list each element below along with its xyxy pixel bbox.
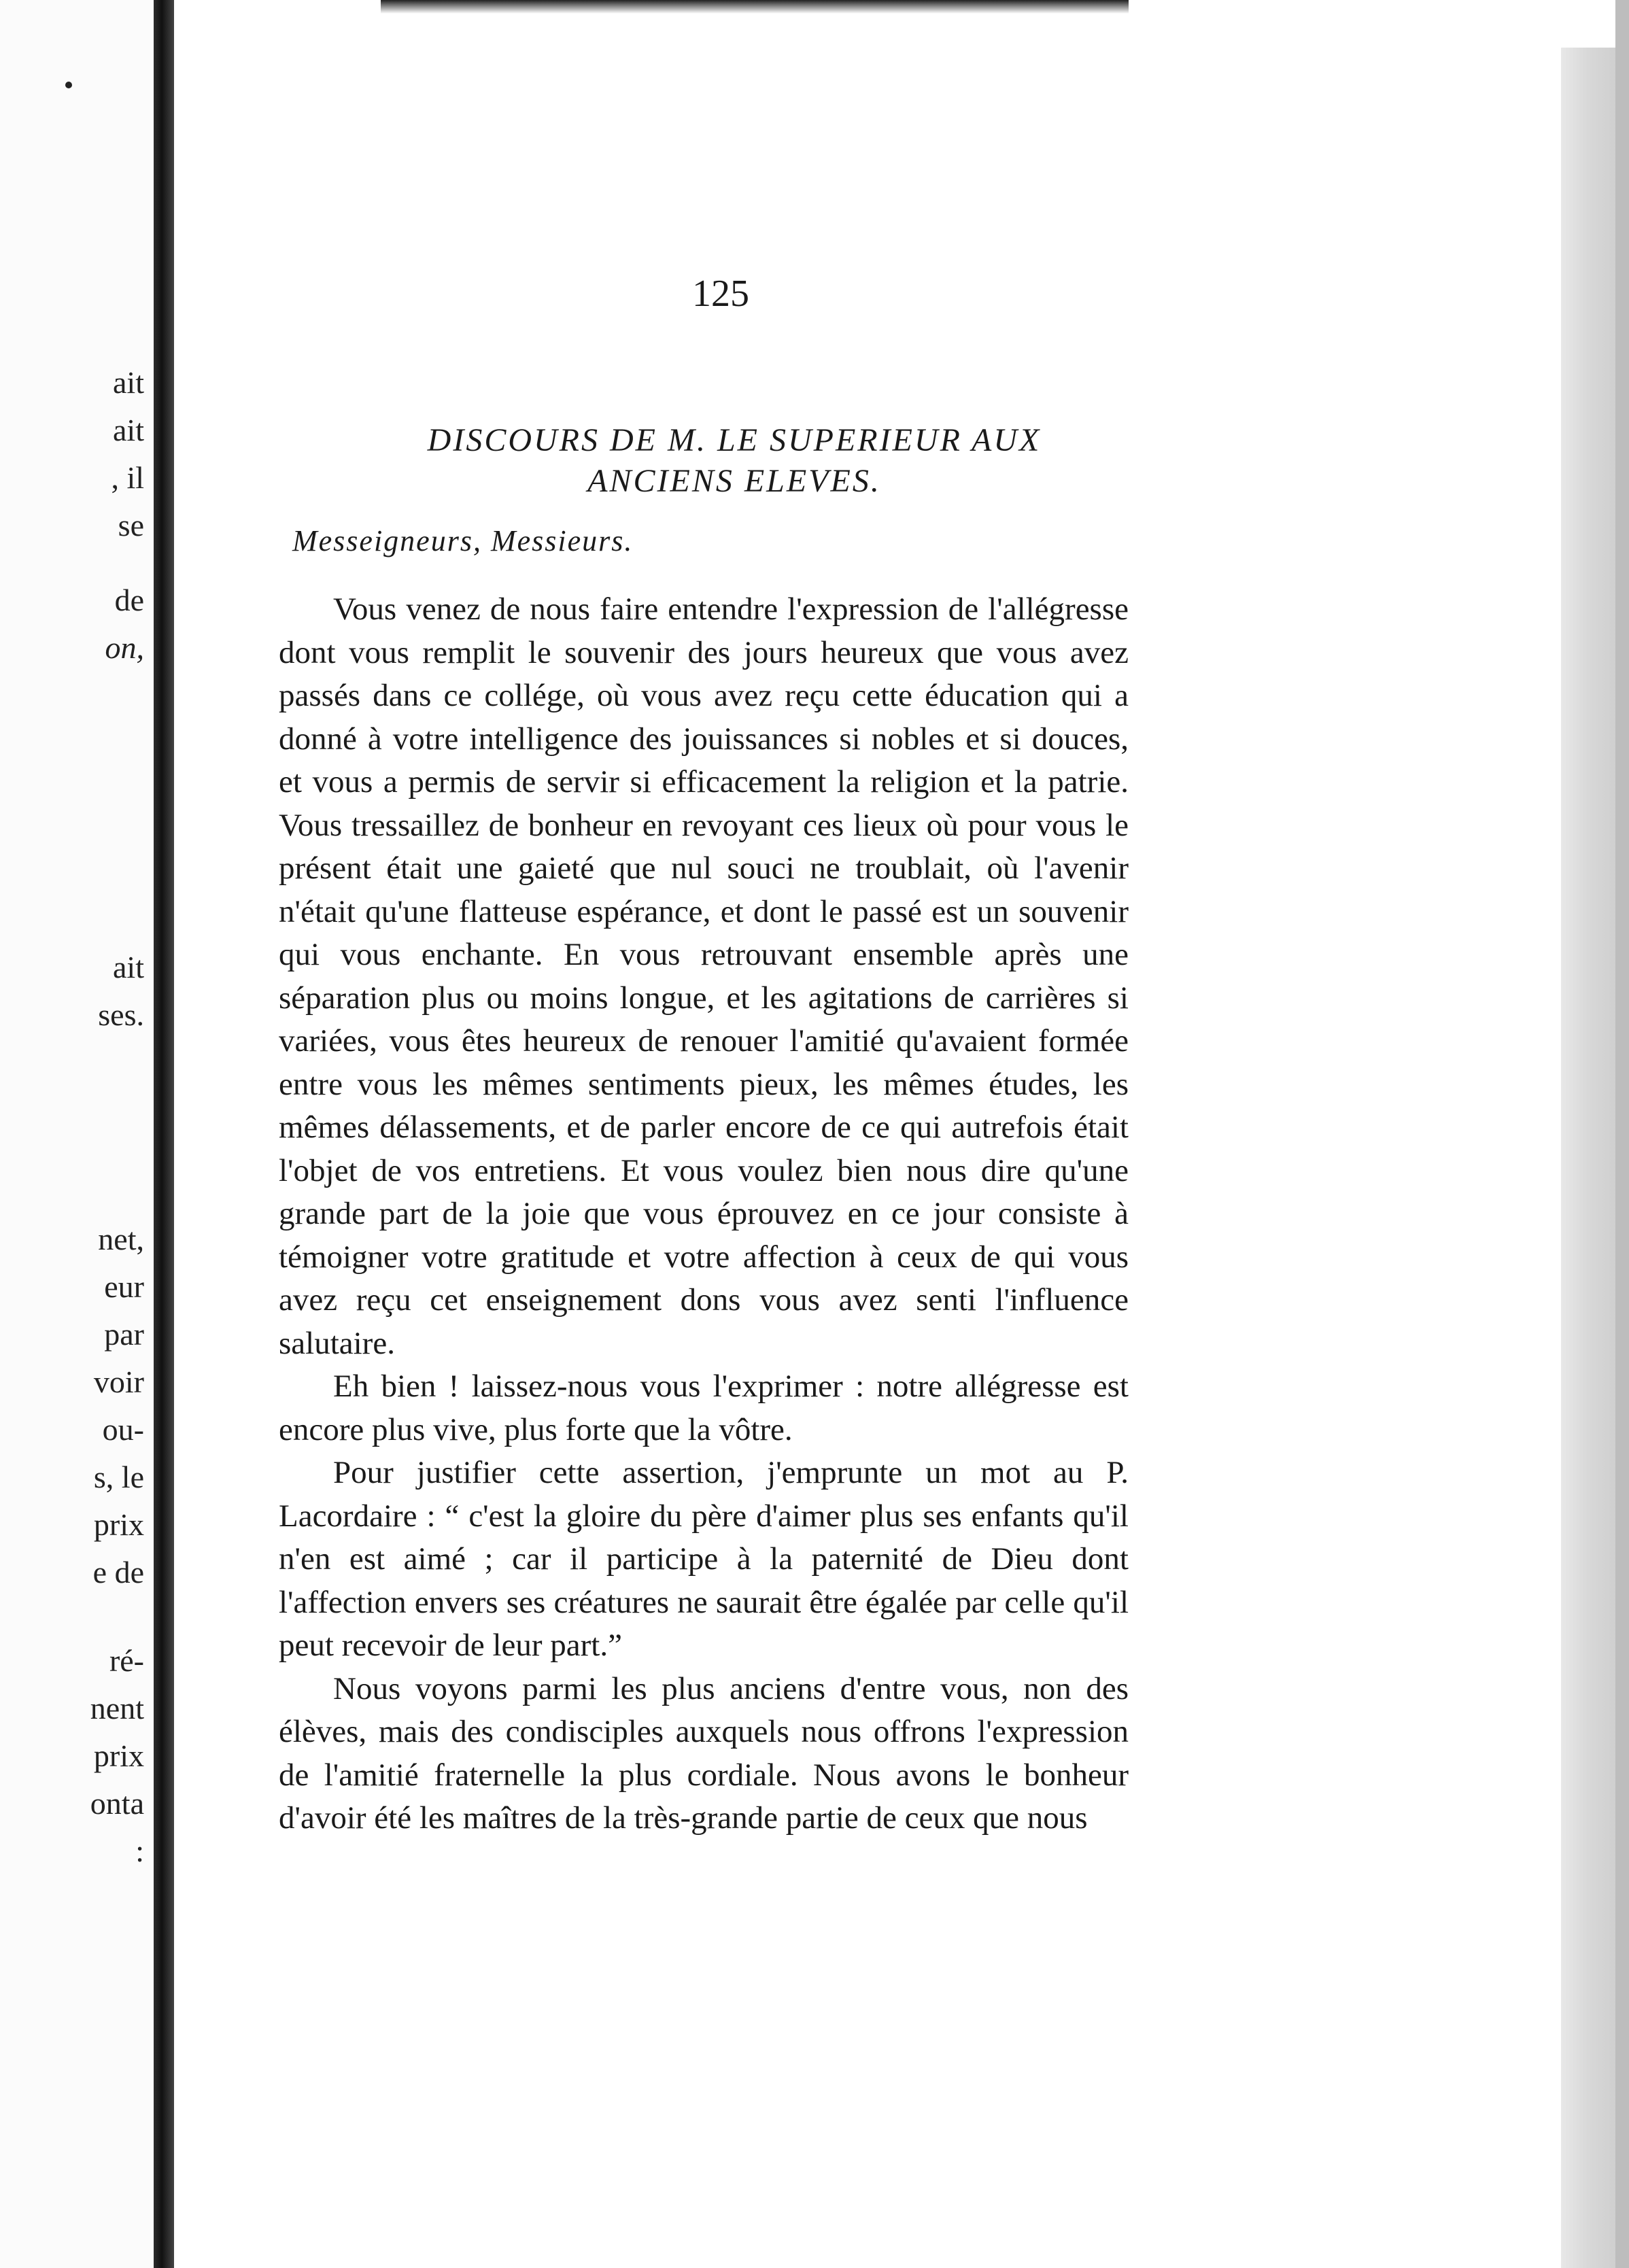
left-page-fragment: ses. [98, 997, 144, 1032]
left-page-fragment: nent [90, 1691, 144, 1725]
paragraph: Eh bien ! laissez-nous vous l'exprimer : notre allégresse est encore plus vive, plus forte que la vôtre. [279, 1369, 1129, 1447]
left-page-fragment: onta [90, 1786, 144, 1821]
paragraph: Vous venez de nous faire entendre l'expression de l'allégresse dont vous remplit le souvenir des jours heureux que vous avez passés dans ce collége, où vous avez reçu cette éducation qui a donné à votre intelligence des jouissances si nobles et si douces, et vous a permis de servir si efficacement la religion et la patrie. Vous tressaillez de bonheur en revoyant ces lieux où pour vous le présent était une gaieté que nul souci ne troublait, où l'avenir n'était qu'une flatteuse espérance, et dont le passé est un souvenir qui vous enchante. En vous retrouvant ensemble après une séparation plus ou moins longue, et les agitations de carrières si variées, vous êtes heureux de renouer l'amitié qu'avaient formée entre vous les mêmes sentiments pieux, les mêmes études, les mêmes délassements, et de parler encore de ce qui autrefois était l'objet de vos entretiens. Et vous voulez bien nous dire qu'une grande part de la joie que vous éprouvez en ce jour consiste à témoigner votre gratitude et votre affection à ceux de qui vous avez reçu cet enseignement dons vous avez senti l'influence salutaire. [279, 591, 1129, 1361]
left-facing-page [0, 0, 154, 2268]
left-page-fragment: on, [105, 630, 144, 665]
left-page-fragment: e de [92, 1555, 144, 1590]
left-page-fragment: ou- [102, 1412, 144, 1447]
left-page-fragment: se [118, 508, 144, 543]
left-page-fragment: : [135, 1834, 144, 1868]
salutation: Messeigneurs, Messieurs. [292, 524, 634, 557]
left-page-fragment: prix [93, 1507, 144, 1542]
left-page-fragment: , il [111, 460, 144, 495]
left-page-fragment: ré- [109, 1643, 144, 1678]
page-edge [1561, 48, 1615, 2268]
heading-line-2: ANCIENS ELEVES. [587, 463, 881, 499]
left-page-fragment: prix [93, 1738, 144, 1773]
left-page-fragment: ait [113, 950, 144, 984]
page-number: 125 [692, 273, 749, 315]
heading-line-1: DISCOURS DE M. LE SUPERIEUR AUX [427, 422, 1042, 458]
left-page-fragment: net, [98, 1222, 144, 1256]
paragraph: Nous voyons parmi les plus anciens d'entre vous, non des élèves, mais des condisciples auxquels nous offrons l'expression de l'amitié fraternelle la plus cordiale. Nous avons le bonheur d'avoir été les maîtres de la très-grande partie de ceux que nous [279, 1670, 1129, 1836]
left-page-fragment: ait [113, 365, 144, 400]
left-page-fragment: eur [104, 1269, 144, 1304]
left-page-fragment: ait [113, 413, 144, 447]
page-edge-outer [1615, 0, 1629, 2268]
body-text [279, 588, 1129, 1840]
ink-dot [65, 82, 72, 88]
paragraph: Pour justifier cette assertion, j'emprunte un mot au P. Lacordaire : “ c'est la gloire du père d'aimer plus ses enfants qu'il n'en est aimé ; car il participe à la paternité de Dieu dont l'affection envers ses créatures ne saurait être égalée par celle qu'il peut recevoir de leur part.” [279, 1455, 1129, 1663]
left-page-fragment: de [114, 583, 144, 617]
left-page-fragment: par [104, 1317, 144, 1352]
left-page-fragment: s, le [93, 1460, 144, 1494]
scan-top-shadow [381, 0, 1129, 14]
page-heading [340, 420, 1129, 502]
left-page-fragment: voir [93, 1364, 144, 1399]
book-gutter [154, 0, 174, 2268]
